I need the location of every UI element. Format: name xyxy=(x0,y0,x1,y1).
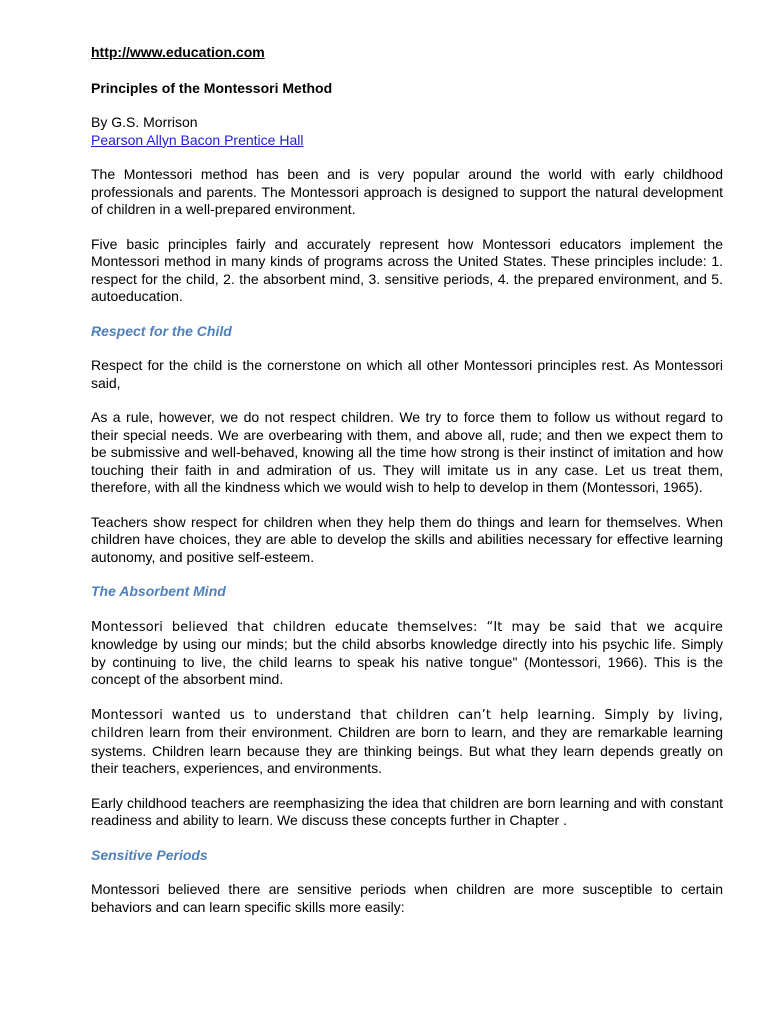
absorbent-paragraph-2 xyxy=(91,706,723,778)
respect-quote: As a rule, however, we do not respect children. We try to force them to follow us without regard to their special needs. We are overbearing with them, and above all, rude; and then we expect them to be submissive and well-behaved, knowing all the time how strong is their instinct of imitation and how touching their faith in and admiration of us. They will imitate us in any case. Let us treat them, therefore, with all the kindness which we would wish to help to develop in them (Montessori, 1965). xyxy=(91,409,723,495)
respect-paragraph-1: Respect for the child is the cornerstone on which all other Montessori principles rest. As Montessori said, xyxy=(91,357,723,391)
respect-paragraph-3: Teachers show respect for children when they help them do things and learn for themselves. When children have choices, they are able to develop the skills and abilities necessary for effective learning autonomy, and positive self-esteem. xyxy=(91,513,723,565)
document-title: Principles of the Montessori Method xyxy=(91,79,333,96)
intro-paragraph-1: The Montessori method has been and is very popular around the world with early childhood professionals and parents. The Montessori approach is designed to support the natural development of children in a well-prepared environment. xyxy=(91,166,723,217)
heading-respect-for-the-child: Respect for the Child xyxy=(91,322,232,339)
byline xyxy=(91,114,723,149)
absorbent-paragraph-1-rest: knowledge by using our minds; but the child absorbs knowledge directly into his psychic life. Simply by continuing to live, the child learns to speak his native tongue" (Montessori, 1966). This is the concept of the absorbent mind. xyxy=(91,636,723,687)
document-page xyxy=(91,44,723,916)
heading-sensitive-periods: Sensitive Periods xyxy=(91,846,208,863)
source-url-link[interactable]: http://www.education.com xyxy=(91,44,265,60)
sensitive-paragraph-1: Montessori believed there are sensitive periods when children are more susceptible to certain behaviors and can learn specific skills more easily: xyxy=(91,881,723,915)
absorbent-paragraph-3: Early childhood teachers are reemphasizing the idea that children are born learning and with constant readiness and ability to learn. We discuss these concepts further in Chapter . xyxy=(91,794,723,828)
publisher-link[interactable]: Pearson Allyn Bacon Prentice Hall xyxy=(91,131,304,148)
absorbent-paragraph-2-lead: Montessori wanted us to understand that children can’t help learning. Simply by living, children xyxy=(91,707,723,741)
intro-paragraph-2: Five basic principles fairly and accurately represent how Montessori educators implement the Montessori method in many kinds of programs across the United States. These principles include: 1. respect for the child, 2. the absorbent mind, 3. sensitive periods, 4. the prepared environment, and 5. autoeducation. xyxy=(91,235,723,304)
author-name: By G.S. Morrison xyxy=(91,114,198,130)
absorbent-paragraph-1 xyxy=(91,618,723,689)
absorbent-paragraph-2-rest: learn from their environment. Children are born to learn, and they are remarkable learning systems. Children learn because they are thinking beings. But what they learn depends greatly on their teachers, experiences, and environments. xyxy=(91,724,723,776)
absorbent-paragraph-1-lead: Montessori believed that children educate themselves: “It may be said that we acquire xyxy=(91,619,723,635)
heading-absorbent-mind: The Absorbent Mind xyxy=(91,583,226,599)
